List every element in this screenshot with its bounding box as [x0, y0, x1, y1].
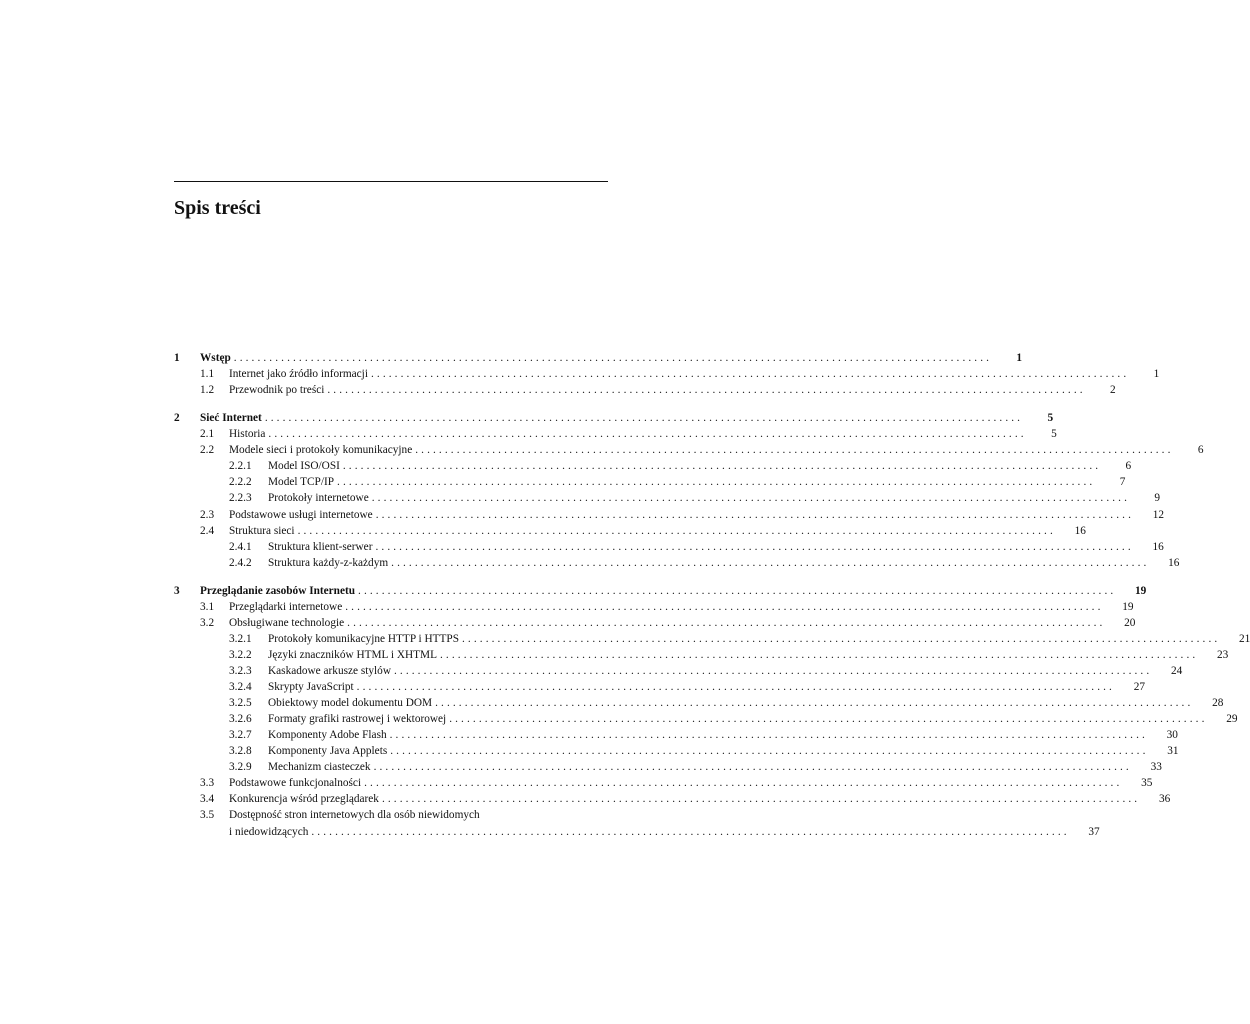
toc-entry-number: 2.4	[200, 524, 215, 537]
toc-entry-line	[268, 555, 1180, 571]
dot-leader: ................................................................................................................................	[233, 352, 993, 364]
dot-leader: ................................................................................................................................	[462, 632, 1221, 645]
toc-entry-title: Wstęp	[200, 352, 231, 364]
toc-entry-line	[268, 679, 1145, 695]
toc-entry-section[interactable]	[174, 523, 1086, 539]
toc-entry-line	[200, 350, 1023, 366]
toc-entry-number: 2.2	[200, 444, 215, 457]
toc-entry-section[interactable]	[174, 775, 1153, 791]
toc-entry-number: 1.1	[200, 368, 215, 381]
toc-entry-line	[268, 663, 1183, 679]
toc-entry-page: 5	[1047, 412, 1054, 425]
toc-entry-line	[200, 583, 1147, 599]
toc-entry-title: Obiektowy model dokumentu DOM	[268, 697, 433, 710]
toc-entry-number: 3.5	[200, 809, 215, 822]
toc-entry-page: 24	[1171, 665, 1183, 678]
toc-entry-section[interactable]	[174, 599, 1134, 615]
toc-entry-number: 1	[174, 352, 180, 364]
toc-entry-number: 2.4.1	[229, 540, 252, 553]
toc-entry-page: 35	[1141, 777, 1153, 790]
toc-entry-title: Historia	[229, 428, 266, 441]
toc-entry-line	[200, 410, 1054, 426]
toc-entry-title: Przeglądanie zasobów Internetu	[200, 584, 356, 597]
toc-entry-section[interactable]	[174, 507, 1165, 523]
toc-entry-section[interactable]	[174, 807, 608, 823]
toc-entry-subsection[interactable]	[174, 474, 1126, 490]
toc-entry-title-continued: i niedowidzących	[229, 825, 309, 838]
toc-entry-line	[268, 711, 1238, 727]
dot-leader: ................................................................................................................................	[391, 556, 1150, 569]
toc-entry-title: Przewodnik po treści	[229, 384, 325, 397]
toc-entry-subsection[interactable]	[174, 743, 1179, 759]
dot-leader: ................................................................................................................................	[358, 584, 1117, 597]
toc-entry-section[interactable]	[174, 366, 1160, 382]
dot-leader: ................................................................................................................................	[373, 761, 1132, 774]
toc-entry-page: 9	[1154, 492, 1161, 505]
toc-entry-number: 3.2.3	[229, 665, 252, 678]
toc-entry-page: 19	[1122, 600, 1134, 613]
page-title: Spis treści	[174, 197, 261, 219]
dot-leader: ................................................................................................................................	[393, 665, 1153, 678]
toc-entry-number: 3.2.6	[229, 713, 252, 726]
toc-entry-line	[229, 507, 1165, 523]
toc-entry-title: Języki znaczników HTML i XHTML	[268, 648, 437, 661]
dot-leader: ................................................................................................................................	[440, 648, 1199, 661]
top-rule	[174, 181, 608, 182]
toc-entry-subsection[interactable]	[174, 490, 1161, 506]
toc-entry-title: Formaty grafiki rastrowej i wektorowej	[268, 713, 447, 726]
toc-entry-page: 6	[1197, 444, 1204, 457]
toc-entry-line	[229, 426, 1057, 442]
toc-entry-number: 2	[174, 412, 180, 425]
toc-entry-page: 23	[1217, 648, 1229, 661]
toc-entry-number: 2.2.2	[229, 476, 252, 489]
toc-entry-page: 33	[1150, 761, 1162, 774]
toc-entry-section[interactable]	[174, 442, 1204, 458]
toc-entry-page: 7	[1119, 476, 1126, 489]
toc-entry-number: 3.2.5	[229, 697, 252, 710]
toc-entry-title: Model ISO/OSI	[268, 460, 340, 473]
toc-entry-line	[268, 727, 1178, 743]
toc-entry-number: 1.2	[200, 384, 215, 397]
dot-leader: ................................................................................................................................	[264, 412, 1024, 425]
dot-leader: ................................................................................................................................	[337, 476, 1096, 489]
dot-leader: ................................................................................................................................	[347, 616, 1106, 629]
toc-entry-page: 16	[1168, 556, 1180, 569]
toc-entry-title: Konkurencja wśród przeglądarek	[229, 793, 379, 806]
toc-entry-page: 37	[1088, 825, 1100, 838]
toc-entry-number: 3.2	[200, 616, 215, 629]
toc-entry-line	[268, 458, 1132, 474]
toc-entry-title: Obsługiwane technologie	[229, 616, 345, 629]
toc-entry-page: 6	[1125, 460, 1132, 473]
toc-entry-title: Modele sieci i protokoły komunikacyjne	[229, 444, 413, 457]
toc-entry-page: 28	[1212, 697, 1224, 710]
toc-entry-chapter[interactable]	[174, 410, 1054, 426]
toc-entry-number: 3.4	[200, 793, 215, 806]
toc-entry-line	[229, 366, 1160, 382]
toc-entry-section[interactable]	[174, 426, 1057, 442]
toc-entry-number: 2.2.3	[229, 492, 252, 505]
toc-entry-page: 20	[1124, 616, 1136, 629]
dot-leader: ................................................................................................................................	[345, 600, 1104, 613]
toc-entry-subsection[interactable]	[174, 727, 1178, 743]
dot-leader: ................................................................................................................................	[371, 492, 1131, 505]
toc-entry-page: 12	[1152, 508, 1165, 521]
toc-entry-line	[268, 695, 1224, 711]
dot-leader: ................................................................................................................................	[342, 460, 1102, 473]
toc-entry-title: Sieć Internet	[200, 412, 262, 425]
toc-entry-title: Przeglądarki internetowe	[229, 600, 343, 613]
toc-entry-subsection[interactable]	[174, 458, 1132, 474]
toc-entry-number: 3.2.8	[229, 745, 252, 758]
toc-entry-chapter[interactable]	[174, 583, 1147, 599]
toc-entry-title: Protokoły komunikacyjne HTTP i HTTPS	[268, 632, 459, 645]
toc-entry-title: Skrypty JavaScript	[268, 681, 354, 694]
toc-entry-page: 19	[1135, 584, 1147, 597]
toc-entry-page: 30	[1166, 729, 1178, 742]
dot-leader: ................................................................................................................................	[327, 384, 1086, 397]
toc-entry-subsection[interactable]	[174, 679, 1145, 695]
dot-leader: ................................................................................................................................	[311, 825, 1070, 838]
toc-entry-title: Podstawowe usługi internetowe	[229, 508, 373, 521]
toc-entry-page: 21	[1239, 632, 1250, 645]
toc-entry-section[interactable]	[174, 791, 1171, 807]
toc-entry-line	[229, 775, 1153, 791]
toc-entry-page: 16	[1152, 540, 1164, 553]
toc-entry-chapter[interactable]	[174, 350, 1023, 366]
dot-leader: ................................................................................................................................	[435, 697, 1194, 710]
toc-entry-number: 2.4.2	[229, 556, 252, 569]
toc-entry-subsection[interactable]	[174, 663, 1183, 679]
toc-entry-number: 2.2.1	[229, 460, 252, 473]
toc-entry-line	[229, 615, 1136, 631]
toc-entry-page: 1	[1016, 352, 1023, 364]
toc-entry-line	[229, 382, 1116, 398]
dot-leader: ................................................................................................................................	[449, 713, 1208, 726]
toc-entry-line	[229, 807, 608, 823]
toc-entry-number: 3.2.1	[229, 632, 252, 645]
toc-entry-title: Podstawowe funkcjonalności	[229, 777, 362, 790]
toc-entry-number: 2.3	[200, 508, 215, 521]
toc-entry-section[interactable]	[174, 382, 1116, 398]
toc-entry-subsection[interactable]	[174, 555, 1180, 571]
dot-leader: ................................................................................................................................	[364, 777, 1123, 790]
toc-entry-page: 1	[1153, 368, 1160, 381]
toc-entry-line	[229, 824, 1100, 840]
toc-entry-page: 36	[1158, 793, 1171, 806]
dot-leader: ................................................................................................................................	[375, 540, 1134, 553]
toc-entry-line	[268, 474, 1126, 490]
toc-entry-number: 3	[174, 584, 180, 597]
toc-entry-number: 3.2.7	[229, 729, 252, 742]
toc-entry-title: Komponenty Java Applets	[268, 745, 388, 758]
toc-entry-subsection[interactable]	[174, 539, 1164, 555]
toc-entry-line	[268, 539, 1164, 555]
toc-entry-subsection[interactable]	[174, 631, 1250, 647]
toc-entry-continuation[interactable]	[174, 824, 1100, 840]
toc-entry-title: Model TCP/IP	[268, 476, 335, 489]
dot-leader: ................................................................................................................................	[390, 745, 1149, 758]
dot-leader: ................................................................................................................................	[268, 428, 1027, 441]
toc-entry-page: 31	[1167, 745, 1179, 758]
toc-entry-number: 2.1	[200, 428, 215, 441]
toc-entry-number: 3.2.9	[229, 761, 252, 774]
toc-entry-line	[268, 631, 1250, 647]
toc-entry-title: Struktura klient-serwer	[268, 540, 373, 553]
toc-entry-subsection[interactable]	[174, 759, 1162, 775]
toc-entry-title: Struktura każdy-z-każdym	[268, 556, 389, 569]
toc-entry-page: 5	[1051, 428, 1057, 441]
toc-entry-line	[268, 490, 1161, 506]
toc-entry-title: Protokoły internetowe	[268, 492, 369, 505]
dot-leader: ................................................................................................................................	[381, 793, 1141, 806]
table-of-contents	[174, 350, 1250, 840]
toc-entry-subsection[interactable]	[174, 711, 1238, 727]
toc-entry-title: Kaskadowe arkusze stylów	[268, 665, 391, 678]
toc-entry-line	[229, 599, 1134, 615]
toc-entry-page: 2	[1110, 384, 1116, 397]
dot-leader: ................................................................................................................................	[415, 444, 1174, 457]
toc-entry-title: Dostępność stron internetowych dla osób niewidomych	[229, 809, 480, 822]
toc-entry-page: 29	[1226, 713, 1238, 726]
dot-leader: ................................................................................................................................	[389, 729, 1148, 742]
toc-entry-page: 27	[1133, 681, 1145, 694]
toc-entry-number: 3.1	[200, 600, 215, 613]
toc-entry-title: Internet jako źródło informacji	[229, 368, 368, 381]
dot-leader: ................................................................................................................................	[370, 368, 1130, 381]
dot-leader: ................................................................................................................................	[356, 681, 1115, 694]
toc-entry-number: 3.2.2	[229, 648, 252, 661]
toc-entry-line	[229, 523, 1086, 539]
toc-entry-number: 3.3	[200, 777, 215, 790]
toc-entry-section[interactable]	[174, 615, 1136, 631]
toc-entry-title: Komponenty Adobe Flash	[268, 729, 387, 742]
toc-entry-page: 16	[1074, 524, 1086, 537]
dot-leader: ................................................................................................................................	[297, 524, 1056, 537]
dot-leader: ................................................................................................................................	[375, 508, 1135, 521]
toc-entry-subsection[interactable]	[174, 647, 1229, 663]
toc-entry-title: Struktura sieci	[229, 524, 295, 537]
toc-entry-subsection[interactable]	[174, 695, 1224, 711]
toc-entry-line	[268, 759, 1162, 775]
toc-entry-line	[229, 791, 1171, 807]
toc-entry-line	[268, 647, 1229, 663]
toc-entry-title: Mechanizm ciasteczek	[268, 761, 371, 774]
toc-entry-number: 3.2.4	[229, 681, 252, 694]
toc-entry-line	[268, 743, 1179, 759]
toc-entry-line	[229, 442, 1204, 458]
